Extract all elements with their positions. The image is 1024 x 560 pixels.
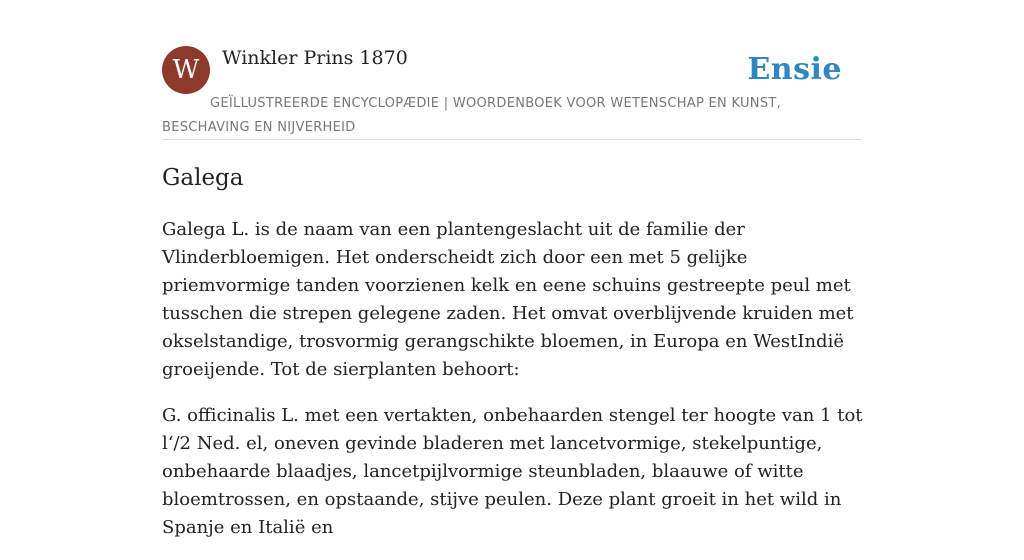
- ensie-logo-link[interactable]: Ensie: [747, 52, 842, 87]
- entry-title: Galega: [162, 165, 244, 191]
- source-subtitle: GEÏLLUSTREERDE ENCYCLOPÆDIE | WOORDENBOEK VOOR WETENSCHAP EN KUNST, BESCHAVING EN NIJVERHEID: [162, 96, 782, 135]
- entry-body: [162, 216, 867, 560]
- entry-paragraph: G. officinalis L. met een vertakten, onbehaarden stengel ter hoogte van 1 tot l‘/2 Ned. el, oneven gevinde bladeren met lancetvormige, stekelpuntige, onbehaarde blaadjes, lancetpijlvormige steunbladen, blaauwe of witte bloemtrossen, en opstaande, stijve peulen. Deze plant groeit in het wild in Spanje en Italië en: [162, 405, 863, 538]
- source-title-link[interactable]: Winkler Prins 1870: [222, 47, 408, 69]
- header-divider: [162, 139, 862, 140]
- source-avatar[interactable]: W: [162, 46, 210, 94]
- entry-paragraph: Galega L. is de naam van een plantengeslacht uit de familie der Vlinderbloemigen. Het onderscheidt zich door een met 5 gelijke priemvormige tanden voorzienen kelk en eene schuins gestreepte peul met tusschen die strepen gelegene zaden. Het omvat overblijvende kruiden met okselstandige, trosvormig gerangschikte bloemen, in Europa en WestIndië groeijende. Tot de sierplanten behoort:: [162, 219, 854, 380]
